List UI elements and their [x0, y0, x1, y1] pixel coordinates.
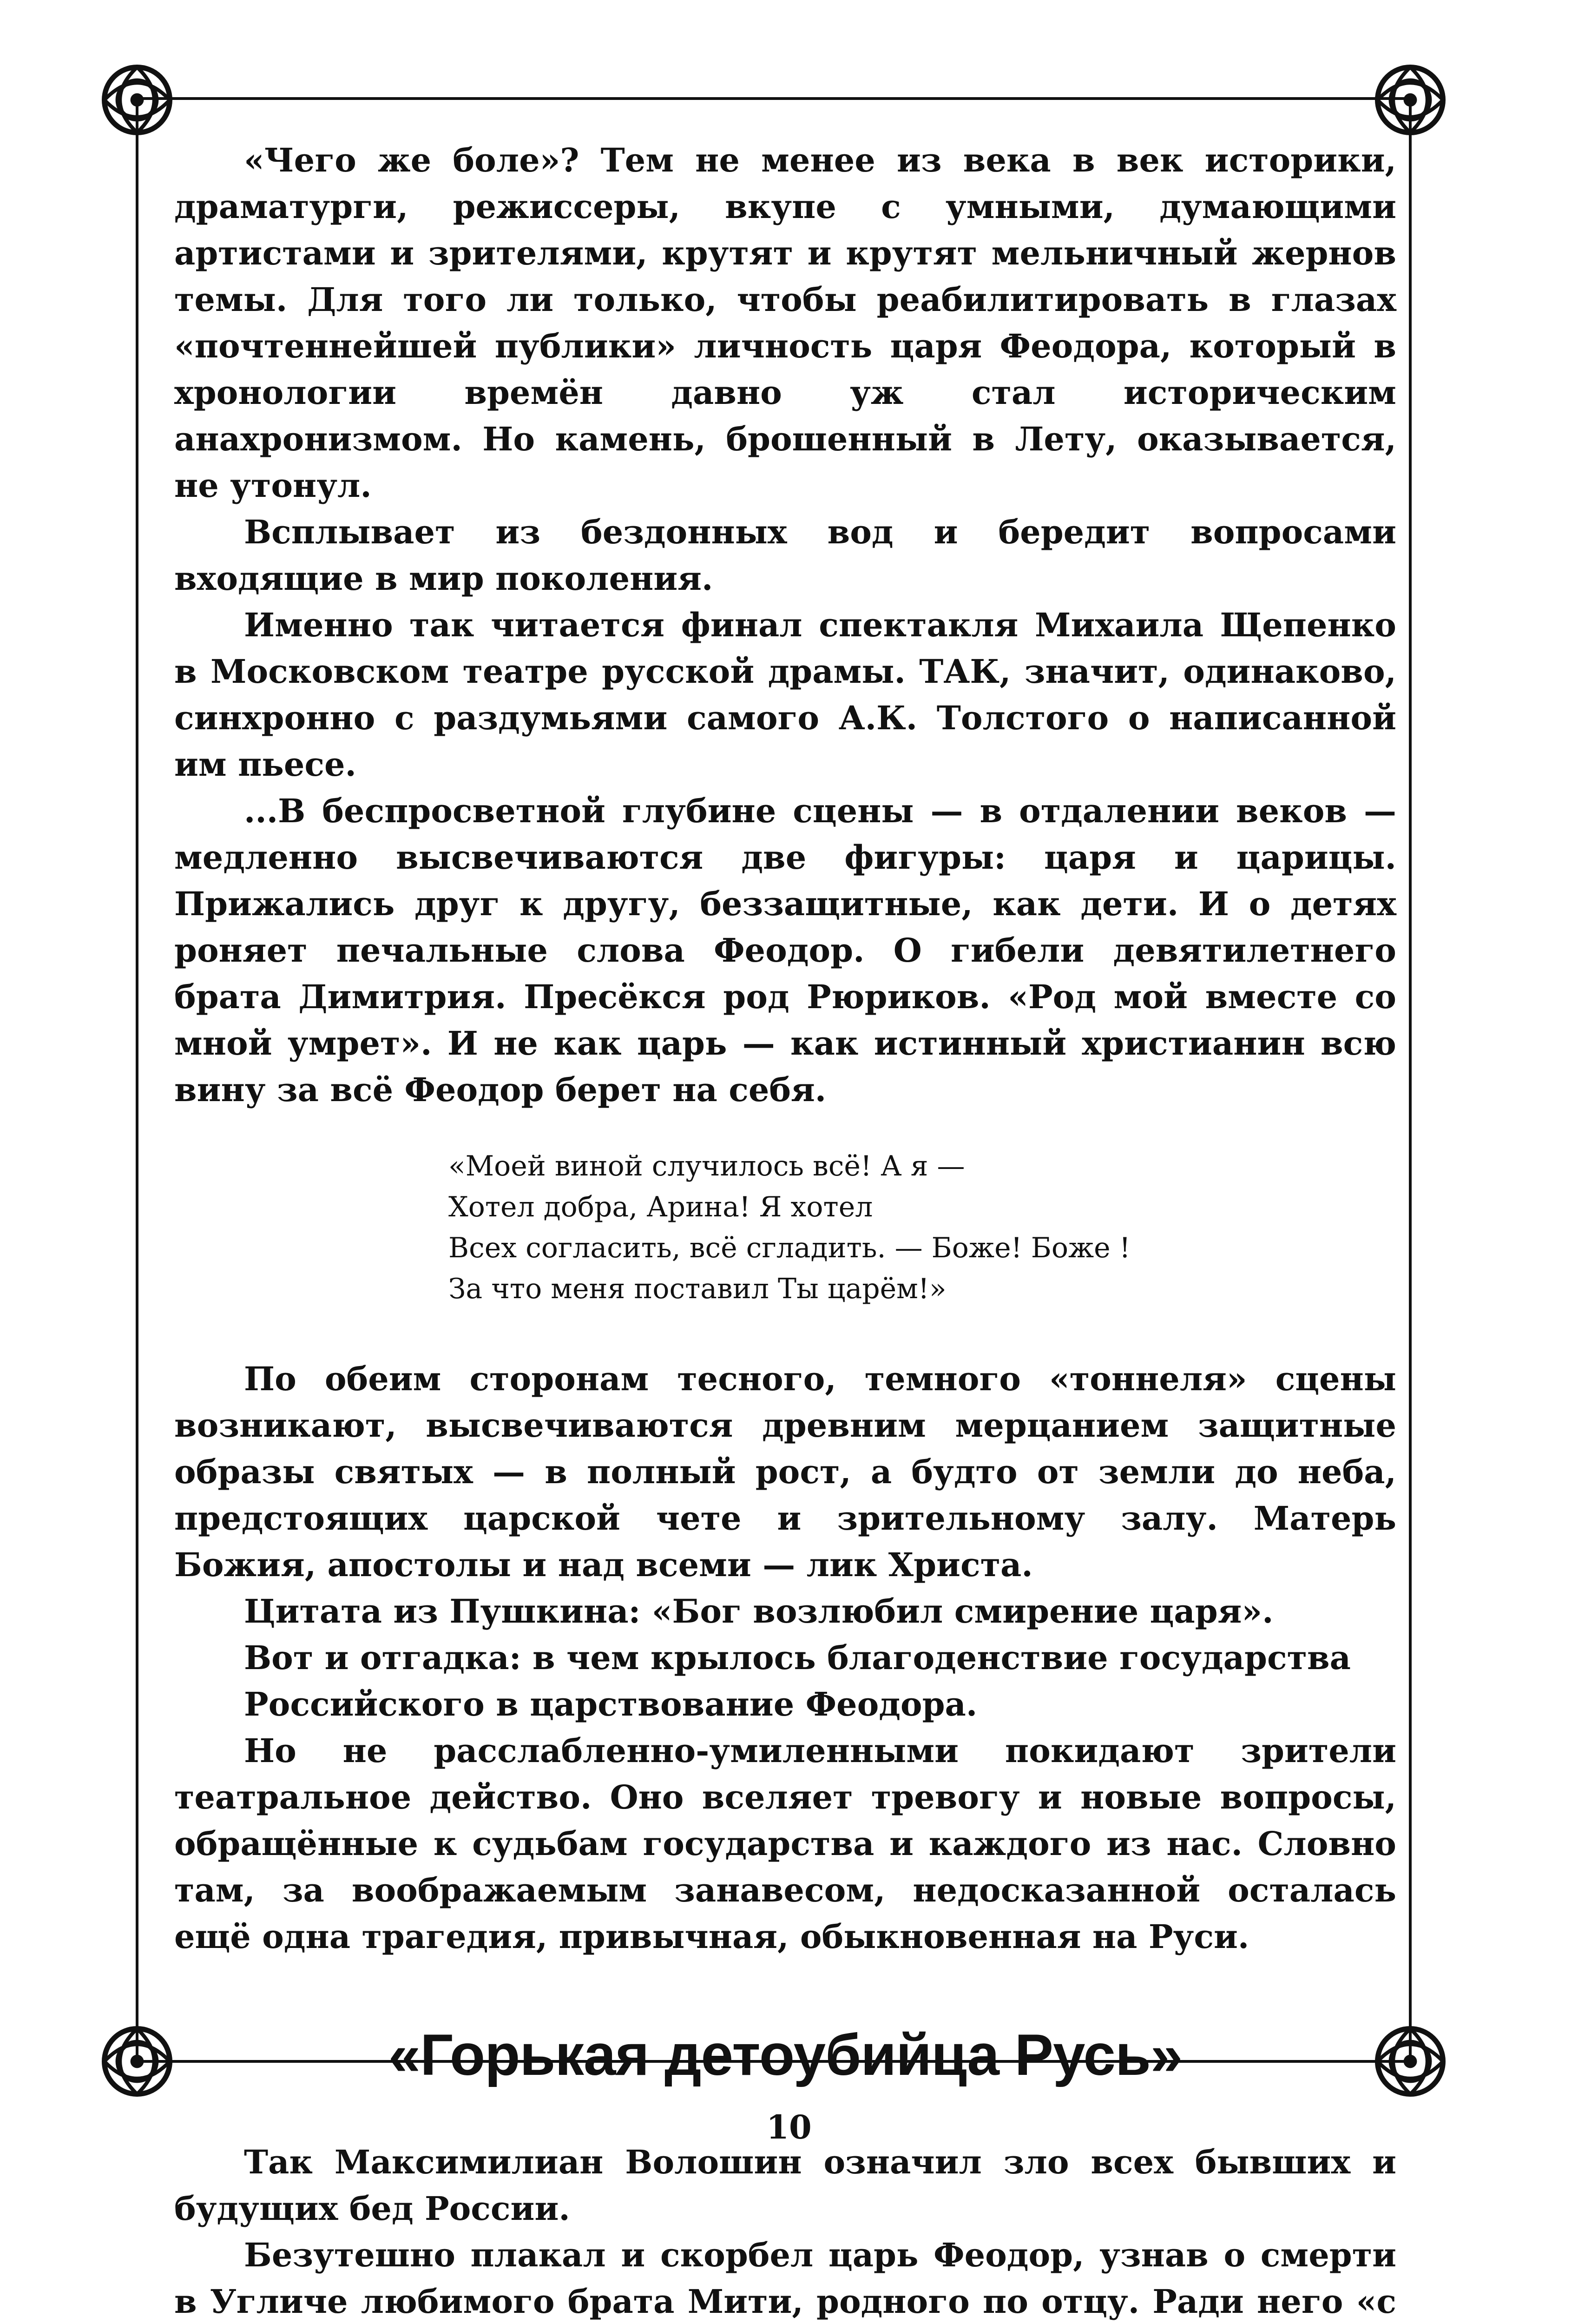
section-heading: «Горькая детоубийца Русь» [388, 2023, 1183, 2087]
paragraph: Цитата из Пушкина: «Бог возлюбил смирение царя». [244, 1592, 1274, 1631]
celtic-knot-ornament-icon [1373, 63, 1447, 137]
poem-line: Хотел добра, Арина! Я хотел [448, 1191, 873, 1223]
paragraph: Российского в царствование Феодора. [244, 1685, 978, 1723]
poem-quote [448, 1146, 1396, 1309]
celtic-knot-ornament-icon [100, 63, 174, 137]
paragraph: Всплывает из бездонных вод и бередит вопросами входящие в мир поколения. [174, 513, 1396, 598]
paragraph: Так Максимилиан Волошин означил зло всех бывших и будущих бед России. [174, 2143, 1396, 2228]
poem-line: «Моей виной случилось всё! А я — [448, 1150, 965, 1182]
paragraph: По обеим сторонам тесного, темного «тоннеля» сцены возникают, высвечиваются древним мерцанием защитные образы святых — в полный рост, а будто от земли до неба, предстоящих царской чете и зрительному залу. Матерь Божия, апостолы и над всеми — лик Христа. [174, 1360, 1396, 1584]
page-number: 10 [766, 2108, 812, 2146]
paragraph: «Чего же боле»? Тем не менее из века в век историки, драматурги, режиссеры, вкупе с умными, думающими артистами и зрителями, крутят и крутят мельничный жернов темы. Для того ли только, чтобы реабилитировать в глазах «почтеннейшей публики» личность царя Феодора, который в хронологии времён давно уж стал историческим анахронизмом. Но камень, брошенный в Лету, оказывается, не утонул. [174, 141, 1396, 505]
page-body [174, 137, 1396, 2324]
paragraph: Но не расслабленно-умиленными покидают зрители театральное действо. Оно вселяет тревогу и новые вопросы, обращённые к судьбам государства и каждого из нас. Словно там, за воображаемым занавесом, недосказанной осталась ещё одна трагедия, привычная, обыкновенная на Руси. [174, 1731, 1396, 1956]
celtic-knot-ornament-icon [100, 2024, 174, 2099]
poem-line: За что меня поставил Ты царём!» [448, 1273, 947, 1305]
paragraph: ...В беспросветной глубине сцены — в отдалении веков — медленно высвечиваются две фигуры: царя и царицы. Прижались друг к другу, беззащитные, как дети. И о детях роняет печальные слова Феодор. О гибели девятилетнего брата Димитрия. Пресёкся род Рюриков. «Род мой вместе со мной умрет». И не как царь — как истинный христианин всю вину за всё Феодор берет на себя. [174, 792, 1396, 1109]
paragraph: Вот и отгадка: в чем крылось благоденствие государства [244, 1638, 1351, 1677]
paragraph: Безутешно плакал и скорбел царь Феодор, узнав о смерти в Угличе любимого брата Мити, родного по отцу. Ради него «с [174, 2236, 1396, 2321]
paragraph: Именно так читается финал спектакля Михаила Щепенко в Московском театре русской драмы. ТАК, значит, одинаково, синхронно с раздумьями самого А.К. Толстого о написанной им пьесе. [174, 606, 1396, 784]
poem-line: Всех согласить, всё сгладить. — Боже! Боже ! [448, 1232, 1131, 1264]
